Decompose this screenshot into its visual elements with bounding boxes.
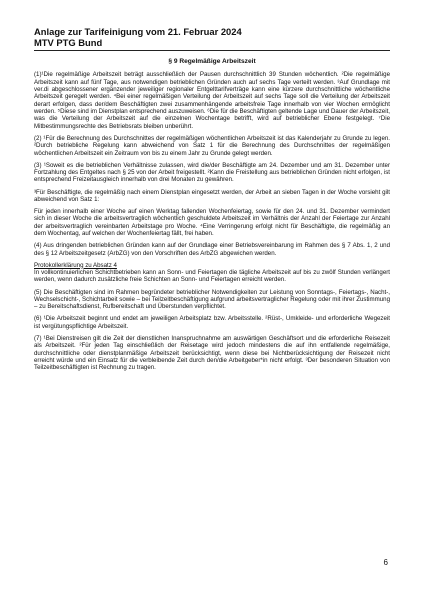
- document-body: [34, 58, 390, 376]
- page-number: 6: [383, 558, 388, 567]
- paragraph-3: (3) ¹Soweit es die betrieblichen Verhältnisse zulassen, wird die/der Beschäftigte am 24. Dezember und am 31. Dezember unter Fortzahlung des Entgeltes nach § 25 von der Arbeit freigestellt. ²Kann die Freistellung aus betrieblichen Gründen nicht erfolgen, ist entsprechend Freizeitausgleich innerhalb von drei Monaten zu gewähren.: [34, 161, 390, 184]
- header-title: Anlage zur Tarifeinigung vom 21. Februar 2024: [34, 26, 242, 37]
- paragraph-5: (5) Die Beschäftigten sind im Rahmen begründeter betrieblicher Notwendigkeiten zur Leistung von Sonntags-, Feiertags-, Nacht-, Wechselschicht-, Schichtarbeit sowie – bei Teilzeitbeschäftigung aufgrund arbeitsvertraglicher Regelung oder mit ihrer Zustimmung – zu Bereitschaftsdienst, Rufbereitschaft und Überstunden verpflichtet.: [34, 288, 390, 311]
- paragraph-2: (2) ¹Für die Berechnung des Durchschnittes der regelmäßigen wöchentlichen Arbeitszeit ist das Kalenderjahr zu Grunde zu legen. ²Durch betriebliche Regelung kann abweichend von Satz 1 für die Berechnung des Durchschnittes der regelmäßigen wöchentlichen Arbeitszeit ein Zeitraum von bis zu einem Jahr zu Grunde gelegt werden.: [34, 134, 390, 157]
- header-rule: [34, 50, 390, 51]
- protocol-title: Protokollerklärung zu Absatz 4: [34, 261, 117, 269]
- protocol-text: In vollkontinuierlichen Schichtbetrieben kann an Sonn- und Feiertagen die tägliche Arbeitszeit auf bis zu zwölf Stunden verlängert werden, wenn dadurch zusätzliche freie Schichten an Sonn- und Feiertagen erreicht werden.: [34, 269, 390, 284]
- paragraph-6: (6) ¹Die Arbeitszeit beginnt und endet am jeweiligen Arbeitsplatz bzw. Arbeitsstelle. ²Rüst-, Umkleide- und erforderliche Wegezeit ist vergütungspflichtige Arbeitszeit.: [34, 315, 390, 330]
- paragraph-3-sentence-3: ³Für Beschäftigte, die regelmäßig nach einem Dienstplan eingesetzt werden, der Arbeit an sieben Tagen in der Woche vorsieht gilt abweichend von Satz 1:: [34, 188, 390, 203]
- paragraph-1: (1)¹Die regelmäßige Arbeitszeit beträgt ausschließlich der Pausen durchschnittlich 39 Stunden wöchentlich. ²Die regelmäßige Arbeitszeit kann auf fünf Tage, aus notwendigen betrieblichen Gründen auch auf sechs Tage verteilt werden. ³Auf Grundlage mit ver.di abgeschlossener ergänzender jeweiliger regionaler Entgelttarifverträge kann eine kürzere durchschnittliche wöchentliche Arbeitszeit geregelt werden. ⁴Bei einer regelmäßigen Verteilung der Arbeitszeit auf sechs Tage soll die Verteilung der Arbeitszeit derart erfolgen, dass der/dem Beschäftigten zwei zusammenhängende arbeitsfreie Tage innerhalb von vier Wochen ermöglicht werden. ⁵Diese sind im Dienstplan entsprechend auszuweisen. ⁶Die für die Beschäftigten geltende Lage und Dauer der Arbeitszeit, was die Verteilung der Arbeitszeit auf die einzelnen Wochentage betrifft, wird auf betrieblicher Ebene festgelegt. ⁷Die Mitbestimmungsrechte des Betriebsrats bleiben unberührt.: [34, 71, 390, 130]
- paragraph-4: (4) Aus dringenden betrieblichen Gründen kann auf der Grundlage einer Betriebsvereinbarung im Rahmen des § 7 Abs. 1, 2 und des § 12 Arbeitszeitgesetz (ArbZG) von den Vorschriften des ArbZG abgewichen werden.: [34, 242, 390, 257]
- document-header: [34, 26, 390, 51]
- header-subtitle: MTV PTG Bund: [34, 37, 103, 48]
- section-title: § 9 Regelmäßige Arbeitszeit: [168, 58, 256, 65]
- paragraph-3-rule: Für jeden innerhalb einer Woche auf einen Werktag fallenden Wochenfeiertag, sowie für den 24. und 31. Dezember vermindert sich in dieser Woche die arbeitsvertraglich wöchentlich geschuldete Arbeitszeit im Verhältnis der Anzahl der Feiertage zur Anzahl der arbeitsvertraglich vereinbarten Arbeitstage pro Woche. ⁴Eine Verringerung erfolgt nicht für Beschäftigte, die regelmäßig an dem Wochentag, auf welchen der Wochenfeiertag fällt, frei haben.: [34, 208, 390, 238]
- paragraph-7: (7) ¹Bei Dienstreisen gilt die Zeit der dienstlichen Inanspruchnahme am auswärtigen Geschäftsort und die erforderliche Reisezeit als Arbeitszeit. ²Für jeden Tag einschließlich der Reisetage wird jedoch mindestens die auf ihn entfallende regelmäßige, durchschnittliche oder dienstplanmäßige Arbeitszeit berücksichtigt, wenn diese bei Nichtberücksichtigung der Reisezeit nicht erreicht würde und ein Einsatz für die verbleibende Zeit durch den/die Arbeitgeber*in nicht erfolgt. ³Der besonderen Situation von Teilzeitbeschäftigten ist Rechnung zu tragen.: [34, 334, 390, 372]
